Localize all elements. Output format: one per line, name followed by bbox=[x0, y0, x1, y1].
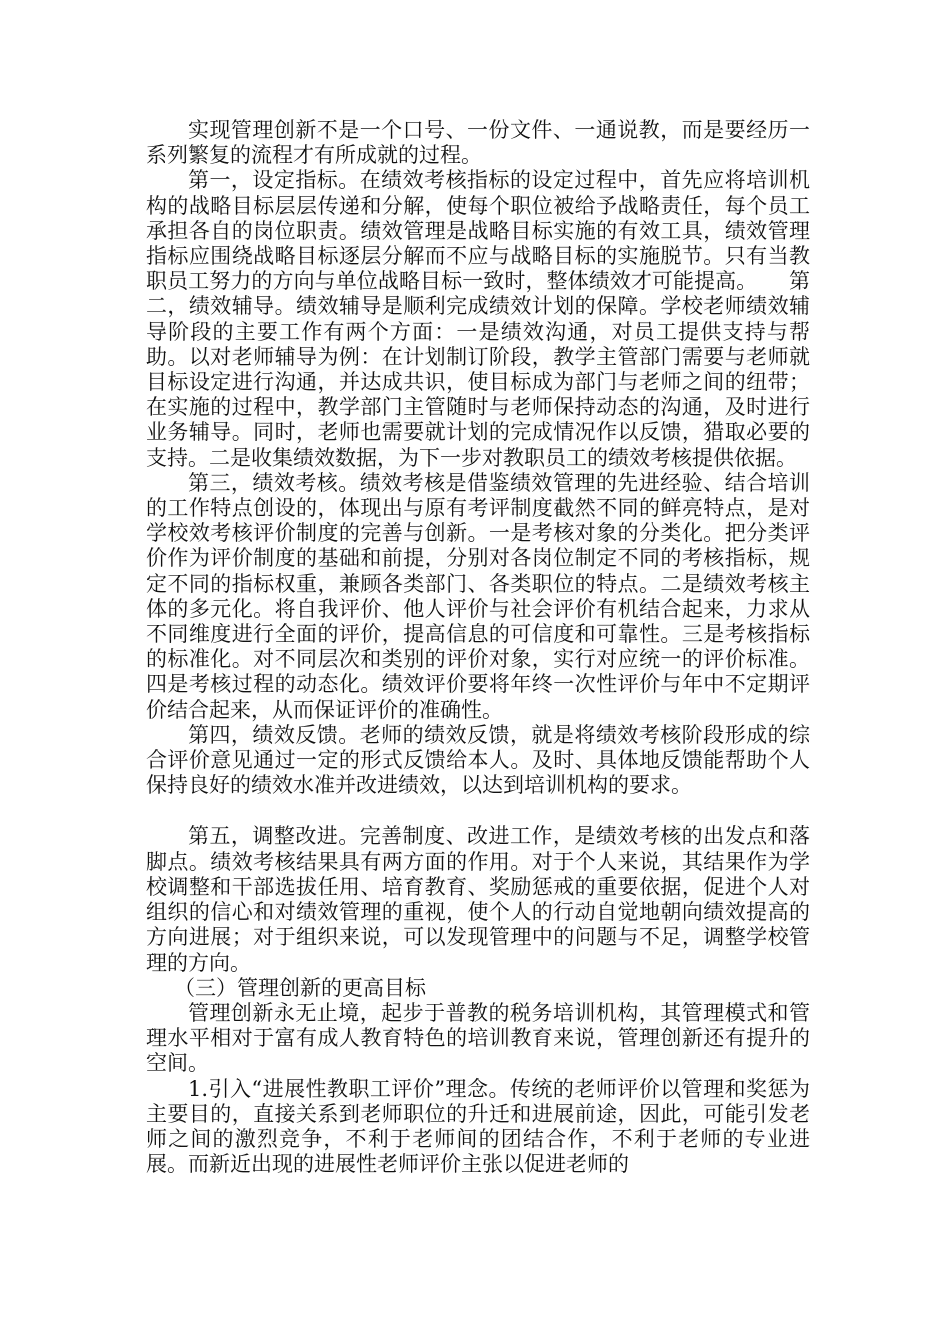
paragraph-step-1-2: 第一，设定指标。在绩效考核指标的设定过程中，首先应将培训机构的战略目标层层传递和分解，使每个职位被给予战略责任，每个员工承担各自的岗位职责。绩效管理是战略目标实施的有效工具，绩效管理指标应围绕战略目标逐层分解而不应与战略目标的实施脱节。只有当教职员工努力的方向与单位战略目标一致时，整体绩效才可能提高。 第二，绩效辅导。绩效辅导是顺利完成绩效计划的保障。学校老师绩效辅导阶段的主要工作有两个方面：一是绩效沟通，对员工提供支持与帮助。以对老师辅导为例：在计划制订阶段，教学主管部门需要与老师就目标设定进行沟通，并达成共识，使目标成为部门与老师之间的纽带；在实施的过程中，教学部门主管随时与老师保持动态的沟通，及时进行业务辅导。同时，老师也需要就计划的完成情况作以反馈，猎取必要的支持。二是收集绩效数据，为下一步对教职员工的绩效考核提供依据。 bbox=[146, 168, 810, 470]
paragraph-gap bbox=[146, 798, 810, 824]
paragraph-goal: 管理创新永无止境，起步于普教的税务培训机构，其管理模式和管理水平相对于富有成人教育特色的培训教育来说，管理创新还有提升的空间。 bbox=[146, 1000, 810, 1076]
paragraph-step-5: 第五，调整改进。完善制度、改进工作，是绩效考核的出发点和落脚点。绩效考核结果具有两方面的作用。对于个人来说，其结果作为学校调整和干部选拔任用、培育教育、奖励惩戒的重要依据，促进个人对组织的信心和对绩效管理的重视，使个人的行动自觉地朝向绩效提高的方向进展；对于组织来说，可以发现管理中的问题与不足，调整学校管理的方向。 bbox=[146, 824, 810, 975]
paragraph-step-4: 第四，绩效反馈。老师的绩效反馈，就是将绩效考核阶段形成的综合评价意见通过一定的形式反馈给本人。及时、具体地反馈能帮助个人保持良好的绩效水准并改进绩效，以达到培训机构的要求。 bbox=[146, 722, 810, 798]
paragraph-intro: 实现管理创新不是一个口号、一份文件、一通说教，而是要经历一系列繁复的流程才有所成就的过程。 bbox=[146, 118, 810, 168]
paragraph-point-1: 1.引入“进展性教职工评价”理念。传统的老师评价以管理和奖惩为主要目的，直接关系到老师职位的升迁和进展前途，因此，可能引发老师之间的激烈竞争，不利于老师间的团结合作，不利于老师的专业进展。而新近出现的进展性老师评价主张以促进老师的 bbox=[146, 1076, 810, 1177]
body-text bbox=[146, 118, 810, 1177]
section-heading: （三）管理创新的更高目标 bbox=[174, 975, 426, 1000]
paragraph-step-3: 第三，绩效考核。绩效考核是借鉴绩效管理的先进经验、结合培训的工作特点创设的，体现出与原有考评制度截然不同的鲜亮特点，是对学校效考核评价制度的完善与创新。一是考核对象的分类化。把分类评价作为评价制度的基础和前提，分别对各岗位制定不同的考核指标，规定不同的指标权重，兼顾各类部门、各类职位的特点。二是绩效考核主体的多元化。将自我评价、他人评价与社会评价有机结合起来，力求从不同维度进行全面的评价，提高信息的可信度和可靠性。三是考核指标的标准化。对不同层次和类别的评价对象，实行对应统一的评价标准。四是考核过程的动态化。绩效评价要将年终一次性评价与年中不定期评价结合起来，从而保证评价的准确性。 bbox=[146, 470, 810, 722]
